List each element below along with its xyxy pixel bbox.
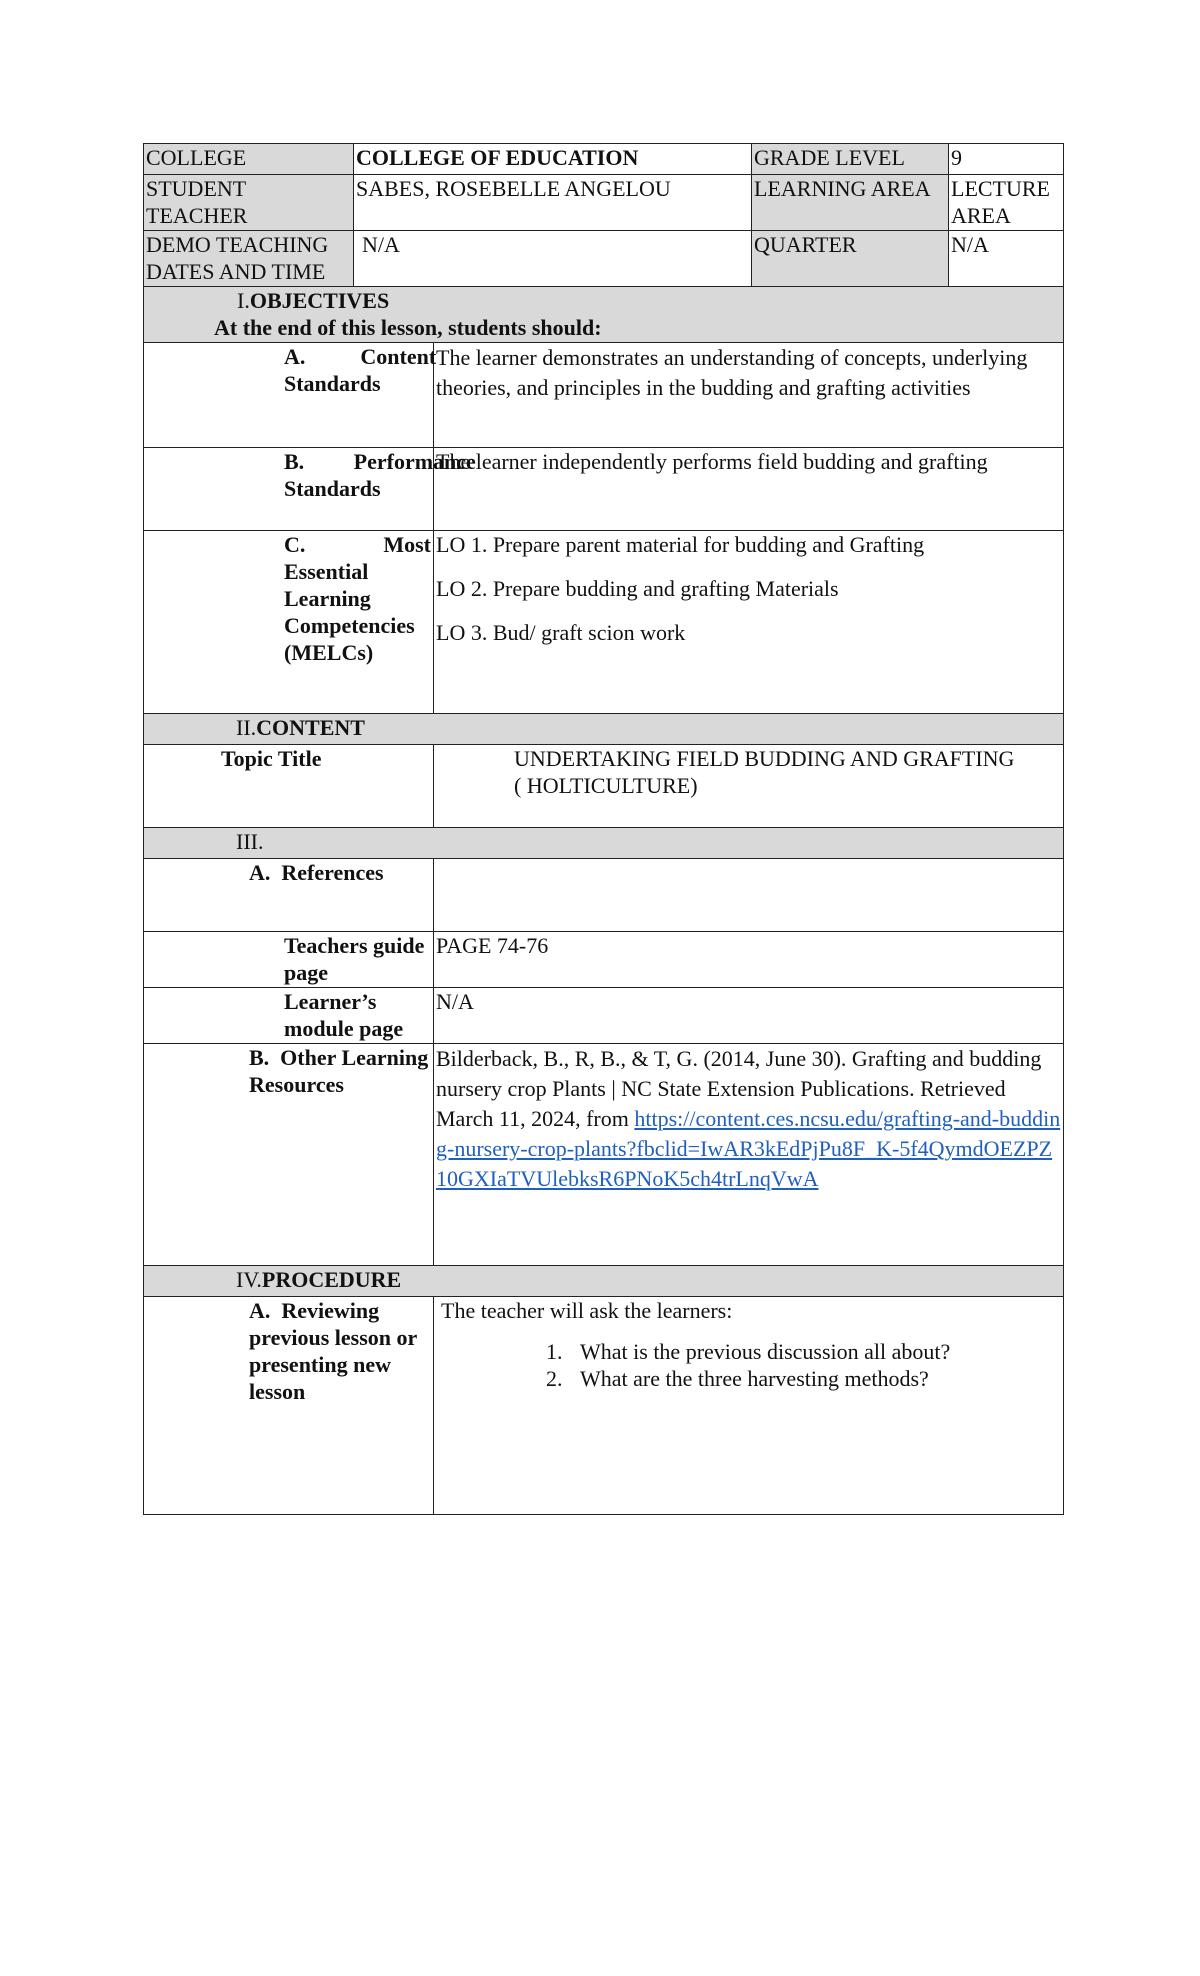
melc-label: C. Most Essential Learning Competencies (MELCs) [144, 531, 434, 714]
melc-item: LO 1. Prepare parent material for budding and Grafting [436, 532, 925, 557]
header-row-college [144, 144, 1064, 175]
list-item [441, 1338, 1061, 1365]
references-label: A. References [144, 859, 434, 932]
other-resources-row [144, 1044, 1064, 1266]
grade-level-label: GRADE LEVEL [752, 144, 949, 175]
question-number: 1. [546, 1339, 563, 1364]
procedure-header [144, 1266, 1064, 1297]
learners-module-label: Learner’s module page [144, 988, 434, 1044]
teachers-guide-label: Teachers guide page [144, 932, 434, 988]
topic-subtitle: ( HOLTICULTURE) [514, 773, 698, 798]
other-resources-value [434, 1044, 1064, 1266]
header-row-student [144, 175, 1064, 231]
demo-teaching-label: DEMO TEACHING DATES AND TIME [144, 231, 354, 287]
melc-row [144, 531, 1064, 714]
review-row [144, 1297, 1064, 1515]
teachers-guide-value: PAGE 74-76 [434, 932, 1064, 988]
question-number: 2. [546, 1366, 563, 1391]
objectives-intro: At the end of this lesson, students should: [214, 315, 602, 340]
content-header-row [144, 714, 1064, 745]
content-standards-row [144, 343, 1064, 448]
references-row [144, 859, 1064, 932]
performance-standards-label: B. Performance Standards [144, 448, 434, 531]
student-teacher-value: SABES, ROSEBELLE ANGELOU [354, 175, 752, 231]
objectives-numeral: I. [237, 288, 250, 313]
learners-module-value: N/A [434, 988, 1064, 1044]
melc-list [434, 531, 1064, 714]
content-title: CONTENT [256, 715, 365, 740]
content-numeral: II. [236, 715, 257, 740]
objectives-title: OBJECTIVES [249, 288, 390, 313]
resources-numeral: III. [144, 828, 1064, 859]
procedure-numeral: IV. [236, 1267, 262, 1292]
review-label: A. Reviewing previous lesson or presenting new lesson [144, 1297, 434, 1515]
learning-area-value: LECTURE AREA [949, 175, 1064, 231]
topic-title: UNDERTAKING FIELD BUDDING AND GRAFTING [514, 746, 1015, 771]
content-header [144, 714, 1064, 745]
procedure-title: PROCEDURE [261, 1267, 402, 1292]
resource-link[interactable]: https://content.ces.ncsu.edu/grafting-and-budding-nursery-crop-plants?fbclid=IwAR3kEdPjPu8F_K-5f4QymdOEZPZ10GXIaTVUlebksR6PNoK5ch4trLnqVwA [436, 1106, 1061, 1191]
college-label: COLLEGE [144, 144, 354, 175]
question-list [441, 1338, 1061, 1392]
melc-item: LO 2. Prepare budding and grafting Materials [436, 576, 839, 601]
header-row-demo [144, 231, 1064, 287]
teachers-guide-row [144, 932, 1064, 988]
references-value [434, 859, 1064, 932]
lesson-plan-table [143, 143, 1064, 1515]
college-value: COLLEGE OF EDUCATION [354, 144, 752, 175]
performance-standards-value: The learner independently performs field budding and grafting [434, 448, 1064, 531]
procedure-header-row [144, 1266, 1064, 1297]
student-teacher-label: STUDENT TEACHER [144, 175, 354, 231]
learning-area-label: LEARNING AREA [752, 175, 949, 231]
demo-teaching-value: N/A [354, 231, 752, 287]
content-standards-label: A. Content Standards [144, 343, 434, 448]
objectives-header [144, 287, 1064, 343]
list-item [441, 1365, 1061, 1392]
topic-label: Topic Title [144, 745, 434, 828]
content-standards-value: The learner demonstrates an understanding of concepts, underlying theories, and principles in the budding and grafting activities [434, 343, 1064, 448]
learners-module-row [144, 988, 1064, 1044]
review-intro: The teacher will ask the learners: [441, 1298, 733, 1323]
quarter-label: QUARTER [752, 231, 949, 287]
other-resources-label: B. Other Learning Resources [144, 1044, 434, 1266]
objectives-header-row [144, 287, 1064, 343]
question-text: What is the previous discussion all about? [580, 1339, 951, 1364]
citation-text: Bilderback, B., R, B., & T, G. (2014, June 30). Grafting and budding nursery crop Plants | NC State Extension Publications. Retrieved March 11, 2024, from [436, 1046, 1042, 1131]
topic-value [434, 745, 1064, 828]
quarter-value: N/A [949, 231, 1064, 287]
melc-item: LO 3. Bud/ graft scion work [436, 620, 686, 645]
question-text: What are the three harvesting methods? [580, 1366, 929, 1391]
performance-standards-row [144, 448, 1064, 531]
resources-header-row [144, 828, 1064, 859]
topic-row [144, 745, 1064, 828]
review-content [434, 1297, 1064, 1515]
grade-level-value: 9 [949, 144, 1064, 175]
